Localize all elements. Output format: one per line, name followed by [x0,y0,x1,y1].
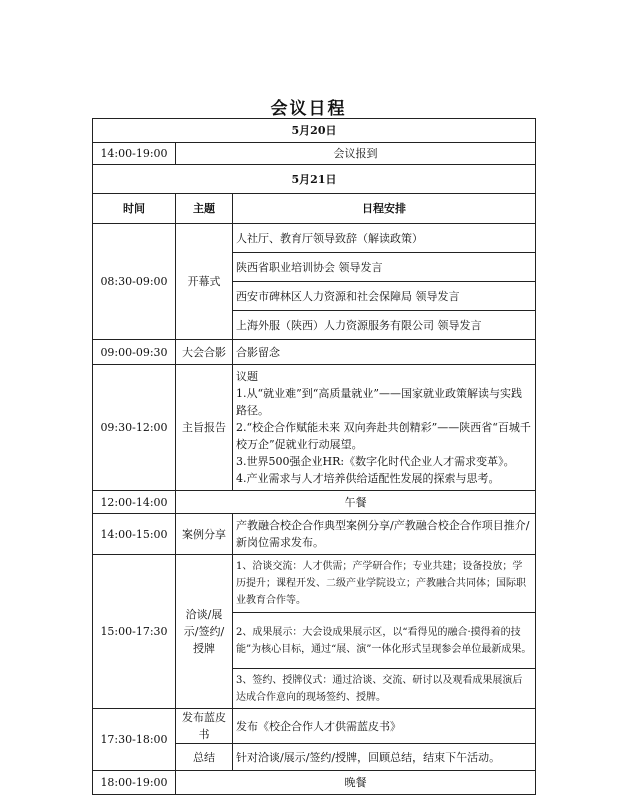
agenda-item: 2、成果展示：大会设成果展示区，以“看得见的融合·摸得着的技能”为核心目标，通过“展、演”一体化形式呈现参会单位最新成果。 [233,613,536,669]
agenda-item: 陕西省职业培训协会 领导发言 [233,253,536,282]
agenda-item: 针对洽谈/展示/签约/授牌，回顾总结，结束下午活动。 [233,744,536,771]
header-theme: 主题 [176,194,233,224]
header-agenda: 日程安排 [233,194,536,224]
event-cell: 会议报到 [176,143,536,165]
agenda-item: 1.从“就业难”到“高质量就业”——国家就业政策解读与实践路径。 [236,387,522,417]
table-row [93,771,536,795]
time-cell: 15:00-17:30 [93,555,176,709]
theme-cell: 洽谈/展示/签约/授牌 [176,555,233,709]
schedule-table [92,118,536,795]
agenda-item: 3、签约、授牌仪式：通过洽谈、交流、研讨以及观看成果展演后达成合作意向的现场签约、授牌。 [233,669,536,709]
time-cell: 17:30-18:00 [93,709,176,771]
theme-cell: 发布蓝皮书 [176,709,233,744]
header-time: 时间 [93,194,176,224]
table-row [93,365,536,491]
event-cell: 晚餐 [176,771,536,795]
time-cell: 14:00-15:00 [93,514,176,555]
agenda-item: 人社厅、教育厅领导致辞（解读政策） [233,224,536,253]
time-cell: 09:00-09:30 [93,340,176,365]
agenda-item: 合影留念 [233,340,536,365]
theme-cell: 总结 [176,744,233,771]
theme-cell: 开幕式 [176,224,233,340]
header-row [93,194,536,224]
agenda-item: 1、洽谈交流：人才供需；产学研合作；专业共建；设备投放；学历提升；课程开发、二级产业学院设立；产教融合共同体；国际职业教育合作等。 [233,555,536,613]
agenda-heading: 议题 [236,370,258,383]
agenda-item: 4.产业需求与人才培养供给适配性发展的探索与思考。 [236,472,500,485]
time-cell: 14:00-19:00 [93,143,176,165]
day1-date: 5月20日 [93,119,536,143]
table-row [93,709,536,744]
theme-cell: 案例分享 [176,514,233,555]
theme-cell: 主旨报告 [176,365,233,491]
day2-date: 5月21日 [93,165,536,194]
table-row [93,340,536,365]
time-cell: 08:30-09:00 [93,224,176,340]
time-cell: 18:00-19:00 [93,771,176,795]
table-row [93,224,536,253]
day1-date-row [93,119,536,143]
agenda-item: 3.世界500强企业HR:《数字化时代企业人才需求变革》。 [236,455,515,468]
time-cell: 09:30-12:00 [93,365,176,491]
theme-cell: 大会合影 [176,340,233,365]
table-row [93,143,536,165]
time-cell: 12:00-14:00 [93,491,176,514]
page-title: 会议日程 [270,99,347,119]
table-row [93,514,536,555]
event-cell: 午餐 [176,491,536,514]
agenda-item: 2.“校企合作赋能未来 双向奔赴共创精彩”——陕西省“百城千校万企”促就业行动展望。 [236,421,531,451]
agenda-cell [233,365,536,491]
agenda-item: 产教融合校企合作典型案例分享/产教融合校企合作项目推介/新岗位需求发布。 [233,514,536,555]
day2-date-row [93,165,536,194]
agenda-item: 上海外服（陕西）人力资源服务有限公司 领导发言 [233,311,536,340]
agenda-item: 西安市碑林区人力资源和社会保障局 领导发言 [233,282,536,311]
table-row [93,555,536,613]
agenda-item: 发布《校企合作人才供需蓝皮书》 [233,709,536,744]
table-row [93,491,536,514]
